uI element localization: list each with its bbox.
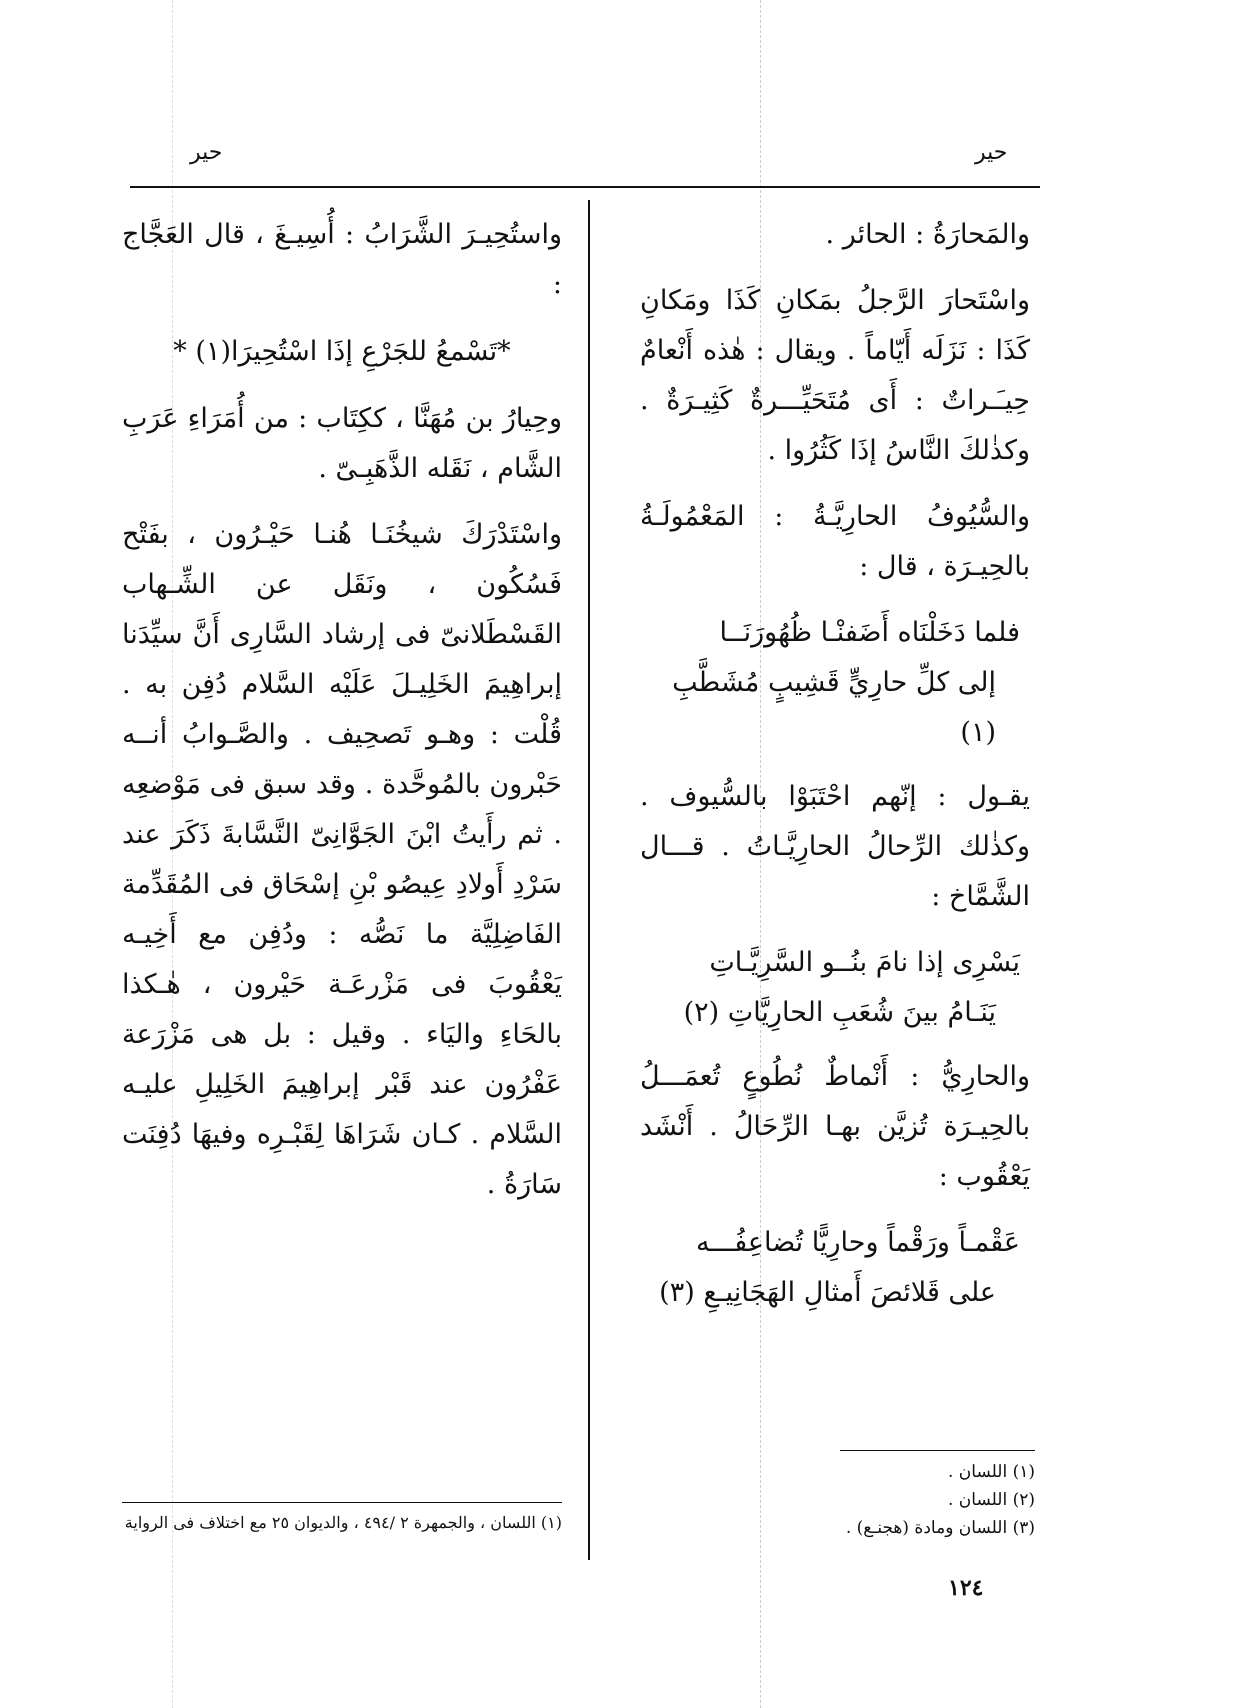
header-rule [130,186,1040,188]
verse-hemistich: إلى كلِّ حارِيٍّ قَشِيبٍ مُشَطَّبِ (١) [672,667,996,748]
footnotes-right [760,1458,1035,1542]
paragraph: والحارِيُّ : أَنْماطٌ نُطُوعٍ تُعمَـــلُ بالحِيـرَة تُزيَّن بهـا الرِّحَالُ . أَنْشَد يَعْقُوب : [640,1061,1030,1192]
verse-hemistich: يَنَـامُ بينَ شُعَبِ الحارِيَّاتِ (٢) [683,997,996,1028]
footnote: (٣) اللسان ومادة (هجنـع) . [845,1518,1035,1538]
footnote-left: (١) اللسان ، والجمهرة ٢ /٤٩٤ ، والديوان ٢٥ مع اختلاف فى الرواية [124,1513,562,1532]
footnote: (١) اللسان . [948,1462,1035,1482]
paragraph: واستُحِيـرَ الشَّرَابُ : أُسِيـغَ ، قال العَجَّاج : [122,219,562,300]
paragraph: يقـول : إنّهم احْتَبَوْا بالسُّيوف . وكذٰلك الرِّحالُ الحارِيَّـاتُ . قـــال الشَّمَّاخ : [640,781,1030,912]
footnote: (٢) اللسان . [948,1490,1035,1510]
verse [640,608,1030,758]
paragraph: واسْتَدْرَكَ شيخُنَـا هُنـا حَيْـرُون ، بفَتْح فَسُكُون ، ونَقَل عن الشِّـهاب القَسْطَلانىّ فى إرشاد السَّارِى أَنَّ سيِّدَنا إبراهِيمَ الخَلِيـلَ عَلَيْه السَّلام دُفِن به . قُلْت : وهـو تَصحِيف . والصَّـوابُ أنــه حَبْرون بالمُوحَّدة . وقد سبق فى مَوْضعِه . ثم رأَيتُ ابْنَ الجَوَّانِىّ النَّسَّابةَ ذَكَرَ عند سَرْدِ أَولادِ عِيصُو بْنِ إسْحَاق فى المُقَدِّمة الفَاضِلِيَّة ما نَصُّه : ودُفِن مع أَخِيـه يَعْقُوبَ فى مَزْرعَـة حَيْرون ، هٰـكذا بالحَاءِ واليَاء . وقيل : بل هى مَزْرَعة عَفْرُون عند قَبْر إبراهِيمَ الخَلِيلِ عليـه السَّلام . كـان شَرَاهَا لِقَبْـرِه وفيهَا دُفِنَت سَارَةُ . [122,519,562,1200]
running-header-right: حير [975,140,1008,165]
footnote-rule [122,1502,562,1503]
right-column [640,210,1030,1332]
paragraph: وحِيارُ بن مُهَنَّا ، ككِتَاب : من أُمَرَاءِ عَرَبِ الشَّام ، نَقَله الذَّهَبِـىّ . [122,403,562,484]
paragraph: والسُّيُوفُ الحارِيَّـةُ : المَعْمُولَـةُ بالحِيـرَة ، قال : [640,501,1030,582]
verse [640,1218,1030,1318]
verse-hemistich: يَسْرِى إذا نامَ بنُــو السَّرِيَّـاتِ [709,947,1020,978]
verse-hemistich: عَقْمـاً ورَقْماً وحارِيًّا تُضاعِفُـــه [696,1227,1020,1258]
verse-hemistich: فلما دَخَلْنَاه أَضَفنْـا ظُهُورَنَــا [719,617,1020,648]
verse [640,938,1030,1038]
left-column [122,210,562,1226]
footnote-rule [840,1450,1035,1451]
verse-hemistich: على قَلائصَ أَمثالِ الهَجَانِيـعِ (٣) [659,1277,996,1308]
column-divider [588,200,590,1560]
paragraph: واسْتَحارَ الرَّجلُ بمَكانِ كَذَا ومَكانِ كَذَا : نَزَلَه أَيّاماً . ويقال : هٰذه أَنْعامٌ حِيـَـراتٌ : أَى مُتَحَيِّـــرةٌ كَثِيـرَةٌ . وكذٰلكَ النَّاسُ إذَا كَثُرُوا . [640,285,1030,466]
paragraph: والمَحارَةُ : الحائر . [825,219,1030,250]
running-header-left: حير [190,140,223,165]
verse: *تَسْمعُ للجَرْعِ إذَا اسْتُحِيرَا(١) * [173,336,511,367]
page-number: ١٢٤ [948,1575,984,1601]
